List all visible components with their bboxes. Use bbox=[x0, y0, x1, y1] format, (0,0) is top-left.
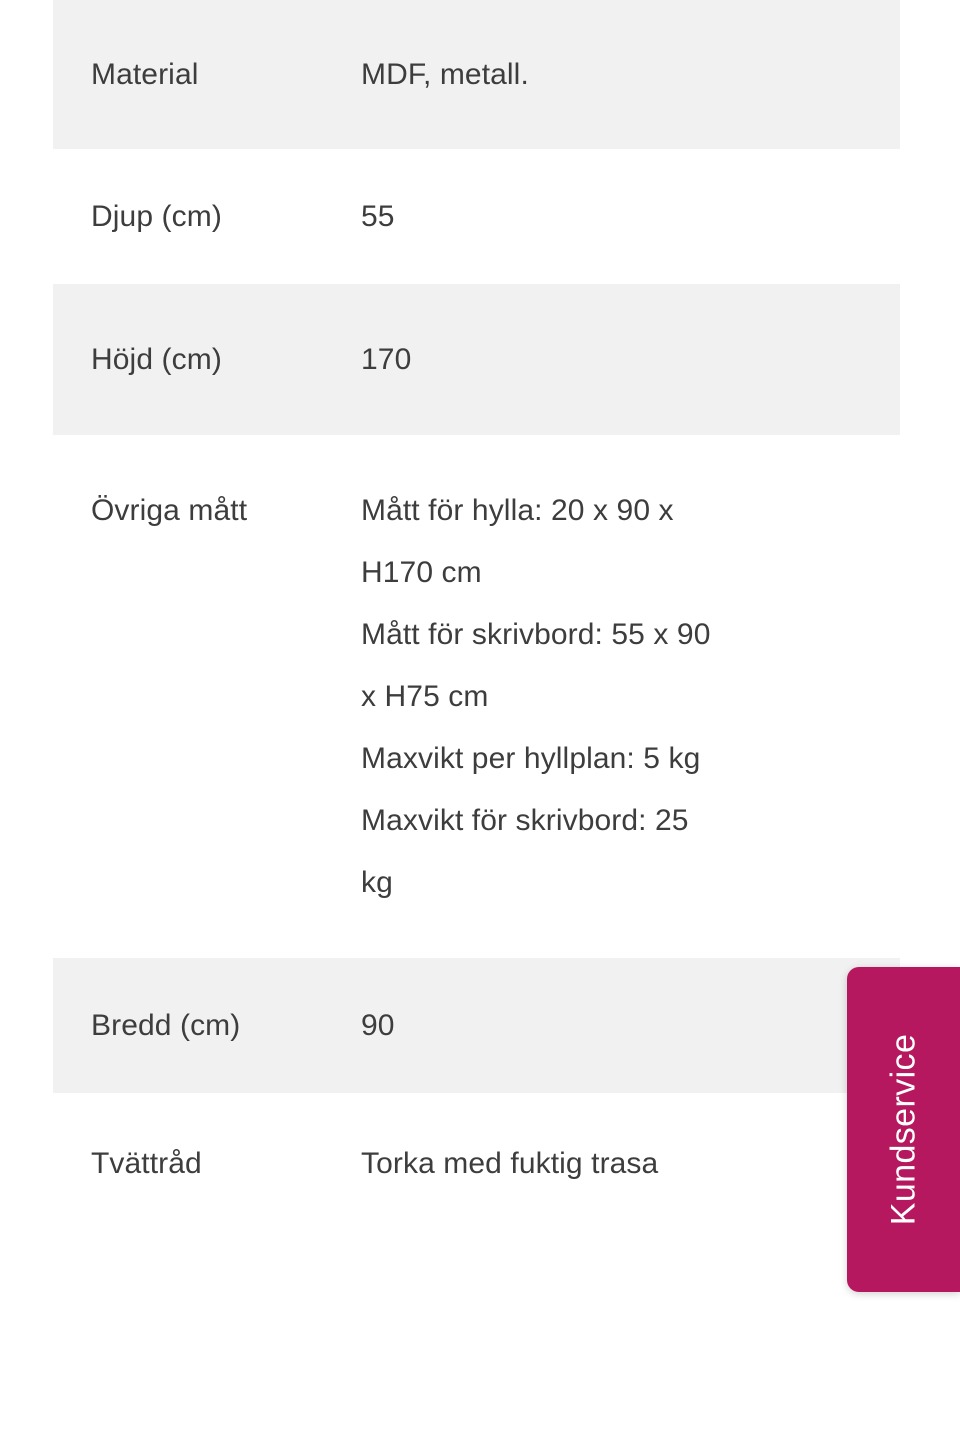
table-row bbox=[53, 149, 900, 284]
spec-value-line: H170 cm bbox=[361, 556, 482, 589]
customer-service-tab-label: Kundservice bbox=[884, 1033, 922, 1226]
table-row bbox=[53, 0, 900, 149]
spec-value bbox=[361, 1093, 900, 1234]
table-row bbox=[53, 284, 900, 435]
spec-value-line: 170 bbox=[361, 343, 412, 376]
table-row bbox=[53, 435, 900, 958]
customer-service-tab[interactable] bbox=[847, 967, 960, 1292]
product-specification-table bbox=[53, 0, 900, 1234]
spec-value-line: Torka med fuktig trasa bbox=[361, 1147, 659, 1180]
spec-label: Höjd (cm) bbox=[91, 343, 222, 376]
spec-value bbox=[361, 149, 900, 284]
spec-value bbox=[361, 958, 900, 1093]
spec-label: Tvättråd bbox=[91, 1147, 202, 1180]
spec-value bbox=[361, 0, 900, 149]
spec-value-line: x H75 cm bbox=[361, 680, 489, 713]
spec-label: Övriga mått bbox=[91, 494, 248, 527]
table-row bbox=[53, 1093, 900, 1234]
spec-value-line: Mått för hylla: 20 x 90 x bbox=[361, 494, 674, 527]
spec-value-line: Mått för skrivbord: 55 x 90 bbox=[361, 618, 711, 651]
spec-value-line: Maxvikt per hyllplan: 5 kg bbox=[361, 742, 701, 775]
spec-value bbox=[361, 284, 900, 435]
spec-label: Bredd (cm) bbox=[91, 1009, 241, 1042]
spec-value-line: Maxvikt för skrivbord: 25 bbox=[361, 804, 689, 837]
spec-value bbox=[361, 435, 900, 958]
spec-value-line: 90 bbox=[361, 1009, 395, 1042]
spec-label: Material bbox=[91, 58, 199, 91]
spec-value-line: MDF, metall. bbox=[361, 58, 529, 91]
spec-value-line: kg bbox=[361, 866, 393, 899]
table-row bbox=[53, 958, 900, 1093]
spec-label: Djup (cm) bbox=[91, 200, 222, 233]
spec-value-line: 55 bbox=[361, 200, 395, 233]
